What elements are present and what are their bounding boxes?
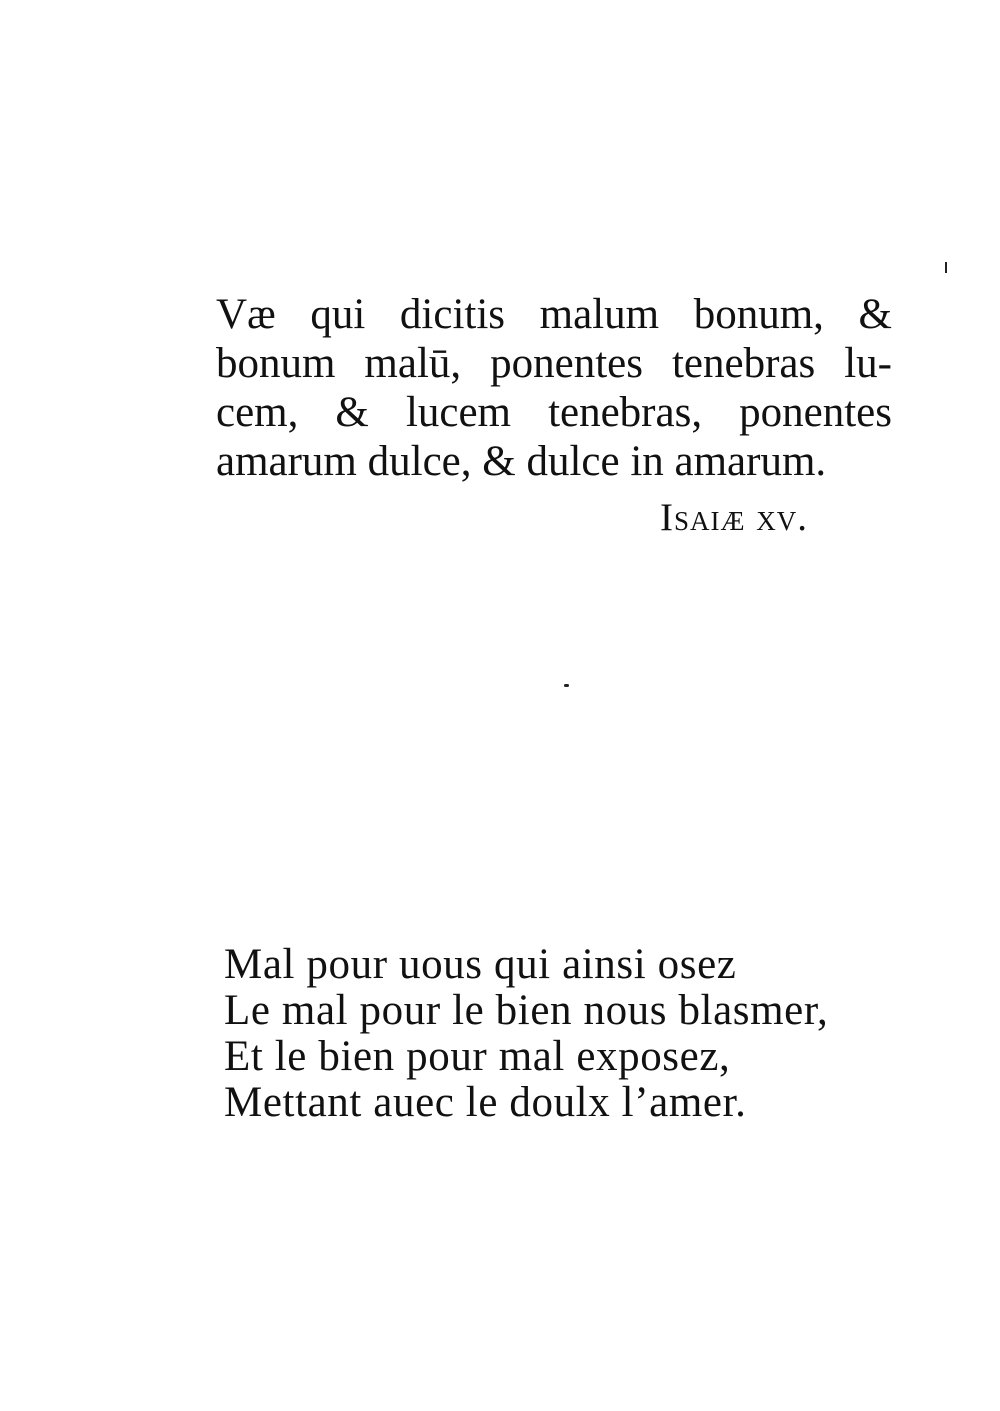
epigraph-attribution: Isaiæ xv. — [660, 496, 808, 539]
print-speck-mark — [945, 262, 947, 273]
verse-line: Le mal pour le bien nous blasmer, — [224, 987, 829, 1034]
french-verse — [224, 942, 904, 1126]
epigraph-line: amarum dulce, & dulce in amarum. — [216, 438, 827, 485]
verse-line: Et le bien pour mal exposez, — [224, 1033, 731, 1080]
verse-line: Mettant auec le doulx l’amer. — [224, 1079, 747, 1126]
epigraph-line: bonum malū, ponentes tenebras lu- — [216, 340, 892, 387]
epigraph-line: cem, & lucem tenebras, ponentes — [216, 389, 892, 436]
epigraph-line: Væ qui dicitis malum bonum, & — [216, 291, 892, 338]
latin-epigraph — [216, 290, 892, 486]
print-speck-dot — [564, 684, 569, 687]
verse-line: Mal pour uous qui ainsi osez — [224, 941, 737, 988]
